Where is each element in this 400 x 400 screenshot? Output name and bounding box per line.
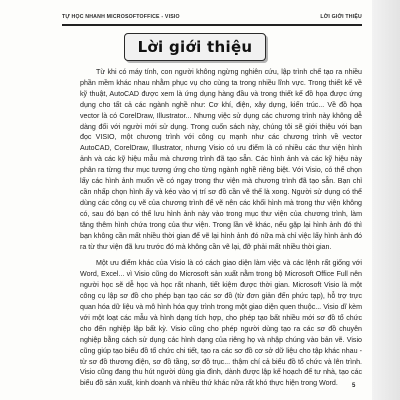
paragraph-1: Từ khi có máy tính, con người không ngừng nghiên cứu, lập trình chế tạo ra nhiều phần mềm khác nhau nhằm phục vụ cho cùng ta trong nhiều lĩnh vực. Trong thiết kế về kỹ thuật, AutoCAD được xem là ứng dụng hàng đầu và trong thiết kế đồ họa được ứng dụng cho tất cả các ngành nghề như: Cơ khí, điện, xây dựng, kiến trúc... Về đồ họa vector là có CorelDraw, Illustrator... Nhưng việc sử dụng các chương trình này không dễ dàng đối với người mới sử dụng. Trong cuốn sách này, chúng tôi sẽ giới thiệu với bạn đọc VISIO, một chương trình với công cụ mạnh như các chương trình về vector AutoCAD, CorelDraw, Illustrator, nhưng Visio có ưu điểm là có nhiều các thư viện hình ảnh và các kỹ hiệu mẫu mà chương trình đã tạo sẵn. Các hình ảnh và các kỹ hiệu này phân ra từng thư mục tương ứng cho từng ngành nghề riêng biệt. Với Visio, có thể chọn lấy các hình ảnh muốn về có ngay trong thư viện mà chương trình đã tạo sẵn. Bạn chỉ cần nhấp chọn hình ấy và kéo vào vị trí sơ đồ cần vẽ thế là xong. Người sử dụng có thể dùng các công cụ vẽ của chương trình để vẽ nên các khối hình mà trong thư viện không có, sau đó bạn có thể lưu hình ảnh này vào trong mục thư viện của chương trình, làm tăng thêm hình chứa trong của thư viện. Trong lần vẽ khác, nếu gặp lại hình ảnh đó thì bạn không cần mất nhiều thời gian để vẽ lại hình ảnh đó nữa mà chỉ việc lấy hình ảnh đó ra từ thư viện đã lưu trước đó mà không cần vẽ lại, đỡ phải mất nhiều thời gian. (80, 68, 362, 251)
body-text (80, 67, 362, 389)
title-box (124, 33, 266, 61)
page-number: 5 (352, 383, 356, 389)
page-title: Lời giới thiệu (137, 38, 253, 56)
header-section-title: LỜI GIỚI THIỆU (320, 14, 362, 20)
running-header (62, 12, 362, 24)
paragraph-2: Một ưu điểm khác của Visio là có cách giao diện làm việc và các lệnh rất giống với Word, Excel... vì Visio cũng do Microsoft sản xuất nằm trong bộ Microsoft Office Full nên người học sẽ dễ học và học rất nhanh, tiết kiệm được thời gian. Microsoft Visio là một công cụ lập sơ đồ cho phép bạn tạo các sơ đồ (từ đơn giản đến phức tạp), hỗ trợ trực quan hóa dữ liệu và mô hình hóa quy trình trong một giao diện quen thuộc... Visio dĩ kèm với một loạt các mẫu và hình dạng tích hợp, cho phép tạo bất nhiều mới sơ đồ tổ chức cho đến nghiệp lập bất kỳ. Visio cũng cho phép người dùng tạo ra các sơ đồ chuyên nghiệp bằng cách sử dụng các hình dạng của riêng họ và nhập chúng vào bản vẽ. Visio cũng giúp tạo biểu đồ tổ chức chi tiết, tạo ra các sơ đồ cơ sở dữ liệu cho tập khác nhau - từ sơ đồ thương điện, sơ đồ tầng, sơ đồ trục... thậm chí cả biểu đồ tổ chức và lên trình. Visio cũng đang thu hút người dùng gia đình, dành được lập kế hoạch để tư nhà, tạo các biểu đồ sản xuất, kinh doanh và nhiều thứ khác nữa rất khó thực hiện trong Word. (80, 259, 362, 388)
header-divider (62, 24, 362, 26)
page-edge-shadow (372, 0, 400, 400)
header-book-title: TỰ HỌC NHANH MICROSOFTOFFICE - VISIO (62, 14, 180, 20)
